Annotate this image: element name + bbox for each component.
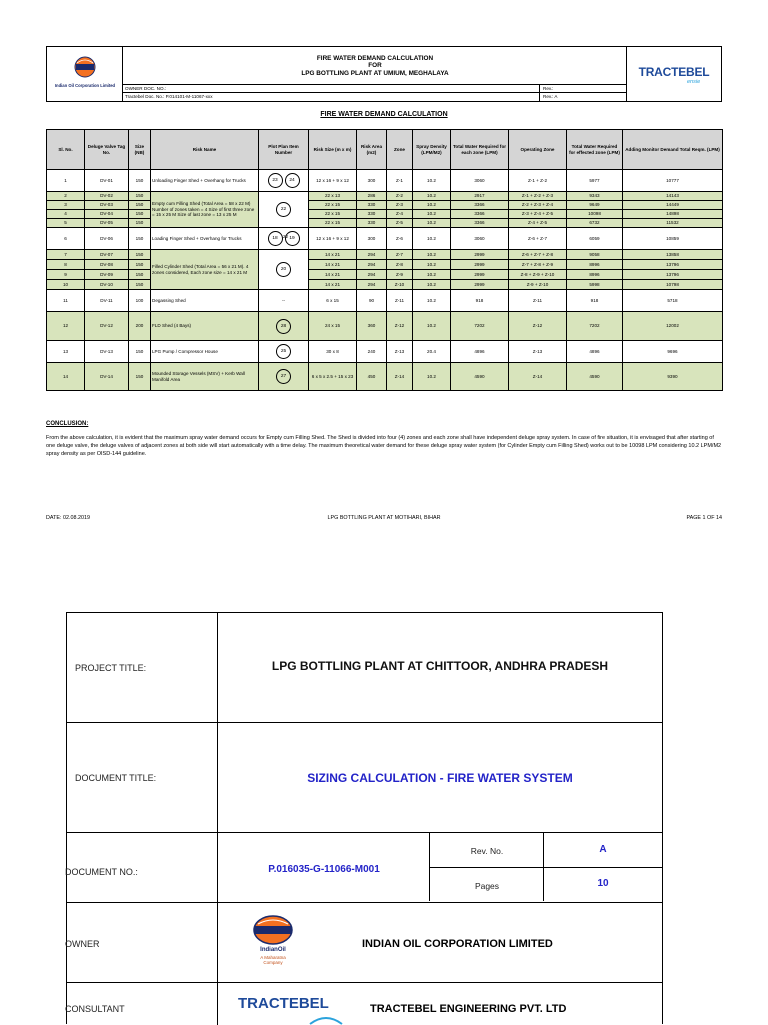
table-row: 11 DV-11 100 Degassing Shed -- 6 x 15 90 Z-11 10.2 918 Z-11 918 5718: [47, 290, 723, 312]
document-number-row: [67, 833, 662, 903]
table-row: 2 DV-02 150 Empty cum Filling Shed (Total Area = 58 x 22 M) Number of zones taken = 4 Size of first three zone = 15 x 25 M Size of last zone = 13 x 25 M 22 22 x 13 286 Z-2 10.2 2917 Z-1 + Z-2 + Z-3 9343 14143: [47, 192, 723, 201]
column-header: Sl. No.: [47, 130, 85, 170]
rev-no-label: Rev. No.: [470, 846, 504, 856]
column-header: Risk Name: [151, 130, 259, 170]
document-title-value: SIZING CALCULATION - FIRE WATER SYSTEM: [307, 771, 573, 785]
header-title: FIRE WATER DEMAND CALCULATION FOR LPG BOTTLING PLANT AT UMIUM, MEGHALAYA: [301, 55, 449, 77]
risk-name: Empty cum Filling Shed (Total Area = 58 x 22 M) Number of zones taken = 4 Size of first three zone = 15 x 25 M Size of last zone = 13 x 25 M: [151, 192, 259, 228]
table-row: 4 DV-04 150 22 x 15 330 Z-4 10.2 3366 Z-3 + Z-4 + Z-5 10098 14898: [47, 210, 723, 219]
tractebel-doc-row: Tractebel Doc. No.: P.014101-M-11067-xxx Rev.: A: [123, 92, 627, 100]
conclusion-heading: CONCLUSION:: [46, 421, 89, 427]
risk-name: Unloading Finger Shed + Overhang for Trucks: [151, 170, 259, 192]
pages-value: 10: [597, 878, 609, 889]
indianoil-logo-icon: [252, 915, 294, 945]
risk-name: Filled Cylinder Shed (Total Area = 56 x 21 M). 4 zones considered, Each zone size = 14 x 21 M: [151, 250, 259, 290]
table-header-row: [47, 130, 723, 170]
ioc-logo-cell: [47, 47, 123, 101]
table-row: 7 DV-07 150 Filled Cylinder Shed (Total Area = 56 x 21 M). 4 zones considered, Each zone size = 14 x 21 M 20 14 x 21 294 Z-7 10.2 2999 Z-6 + Z-7 + Z-8 9058 13858: [47, 250, 723, 260]
owner-value: INDIAN OIL CORPORATION LIMITED: [362, 938, 553, 950]
risk-name: Loading Finger Shed + Overhang for Trucks: [151, 228, 259, 250]
table-row: 12 DV-12 200 FLD Shed (4 Bays) 28 24 x 15 360 Z-12 10.2 7202 Z-12 7202 12002: [47, 312, 723, 341]
document-number-label: DOCUMENT NO.:: [65, 867, 138, 877]
engie-logo: ensie: [687, 79, 701, 85]
column-header: Adding Monitor Demand Total Reqm. (LPM): [623, 130, 723, 170]
risk-name: Degassing Shed: [151, 290, 259, 312]
table-row: 3 DV-03 150 22 x 15 330 Z-3 10.2 3366 Z-2 + Z-3 + Z-4 9649 14449: [47, 201, 723, 210]
pages-label: Pages: [474, 881, 500, 891]
risk-name: FLD Shed (4 Bays): [151, 312, 259, 341]
table-row: 9 DV-09 150 14 x 21 294 Z-9 10.2 2999 Z-8 + Z-9 + Z-10 8996 13796: [47, 270, 723, 280]
table-row: 5 DV-05 150 22 x 15 330 Z-5 10.2 3366 Z-4 + Z-5 6732 11532: [47, 219, 723, 228]
tractebel-logo: TRACTEBEL: [638, 65, 710, 79]
risk-name: LPG Pump / Compressor House: [151, 341, 259, 363]
project-title-row: [67, 613, 662, 723]
risk-name: Mounded Storage Vessels (MSV) + Kerb Wall Manifold Area: [151, 363, 259, 391]
plot-plan-item: 18 19: [259, 228, 309, 250]
table-row: 6 DV-06 150 Loading Finger Shed + Overhang for Trucks 18 19 12 x 16 + 9 x 12 300 Z-6 10.2 3060 Z-6 + Z-7 6059 10859: [47, 228, 723, 250]
project-title-label: PROJECT TITLE:: [75, 663, 147, 673]
consultant-row: [67, 983, 662, 1025]
header-title-cell: [123, 47, 627, 101]
table-row: 8 DV-08 150 14 x 21 294 Z-8 10.2 2999 Z-7 + Z-8 + Z-9 8996 13796: [47, 260, 723, 270]
document-header: [46, 46, 722, 102]
column-header: Operating Zone: [509, 130, 567, 170]
document-title-row: [67, 723, 662, 833]
consultant-value: TRACTEBEL ENGINEERING PVT. LTD: [370, 1003, 567, 1015]
column-header: Risk Area (m2): [357, 130, 387, 170]
plot-plan-item: 25: [259, 341, 309, 363]
document-number-value: P.016035-G-11066-M001: [268, 864, 380, 875]
table-row: 14 DV-14 150 Mounded Storage Vessels (MSV) + Kerb Wall Manifold Area 27 6 x 5 x 2.5 + 15 x 23 450 Z-14 10.2 4590 Z-14 4590 9390: [47, 363, 723, 391]
footer-title: LPG BOTTLING PLANT AT MOTIHARI, BIHAR: [327, 515, 441, 521]
footer-date: DATE: 02.08.2019: [46, 515, 90, 521]
column-header: Size (NB): [129, 130, 151, 170]
tractebel-logo: TRACTEBEL: [238, 995, 329, 1012]
section-title: FIRE WATER DEMAND CALCULATION: [320, 111, 448, 118]
plot-plan-item: 22: [259, 192, 309, 228]
footer-page: PAGE 1 OF 14: [686, 515, 722, 521]
plot-plan-extra-label: 22: [283, 234, 289, 239]
rev-no-value: A: [599, 844, 607, 855]
column-header: Total Water Required for effected zone (LPM): [567, 130, 623, 170]
owner-doc-row: OWNER DOC. NO.: Rev.:: [123, 84, 627, 92]
consultant-label: CONSULTANT: [65, 1004, 125, 1014]
indianoil-logo-icon: [74, 55, 96, 79]
owner-row: [67, 903, 662, 983]
document-title-label: DOCUMENT TITLE:: [75, 773, 157, 783]
plot-plan-item: 20: [259, 250, 309, 290]
column-header: Total Water Required for each zone (LPM): [451, 130, 509, 170]
table-row: 1 DV-01 150 Unloading Finger Shed + Overhang for Trucks 23 24 12 x 16 + 9 x 12 300 Z-1 10.2 3060 Z-1 + Z-2 5977 10777: [47, 170, 723, 192]
plot-plan-item: 27: [259, 363, 309, 391]
table-row: 10 DV-10 150 14 x 21 294 Z-10 10.2 2999 Z-9 + Z-10 5998 10798: [47, 280, 723, 290]
owner-logo-tagline: A Maharatna Company: [260, 955, 286, 965]
company-caption: Indian Oil Corporation Limited: [54, 83, 116, 88]
column-header: Spray Density (LPM/M2): [413, 130, 451, 170]
project-title-value: LPG BOTTLING PLANT AT CHITTOOR, ANDHRA PRADESH: [271, 659, 609, 673]
column-header: Risk Size (m x m): [309, 130, 357, 170]
column-header: Deluge Valve Tag No.: [85, 130, 129, 170]
cover-sheet: [66, 612, 663, 1024]
tractebel-logo-cell: [627, 47, 721, 101]
conclusion-text: From the above calculation, it is evident that the maximum spray water demand occurs for Empty cum Filling Shed. The Shed is divided into four (4) zones and each zone shall have independent deluge spray system. In case of fire situation, it is envisaged that after starting of one deluge valve, the deluge valves of adjacent zones at both side will start automatically with a time delay. The maximum theoretical water demand for these deluge spray water system (for Cylinder Empty cum Filling Shed) works out to be 10098 LPM considering 10.2 LPM/M2 spray density as per OISD-144 guideline.: [46, 435, 722, 458]
table-row: 13 DV-13 150 LPG Pump / Compressor House 25 30 x 8 240 Z-13 20.4 4896 Z-13 4896 9696: [47, 341, 723, 363]
plot-plan-item: 23 24: [259, 170, 309, 192]
column-header: Plot Plan Item Number: [259, 130, 309, 170]
owner-logo-text: IndianOil: [260, 947, 286, 953]
column-header: Zone: [387, 130, 413, 170]
plot-plan-item: 28: [259, 312, 309, 341]
fire-water-demand-table: [46, 129, 723, 391]
owner-label: OWNER: [65, 939, 100, 949]
